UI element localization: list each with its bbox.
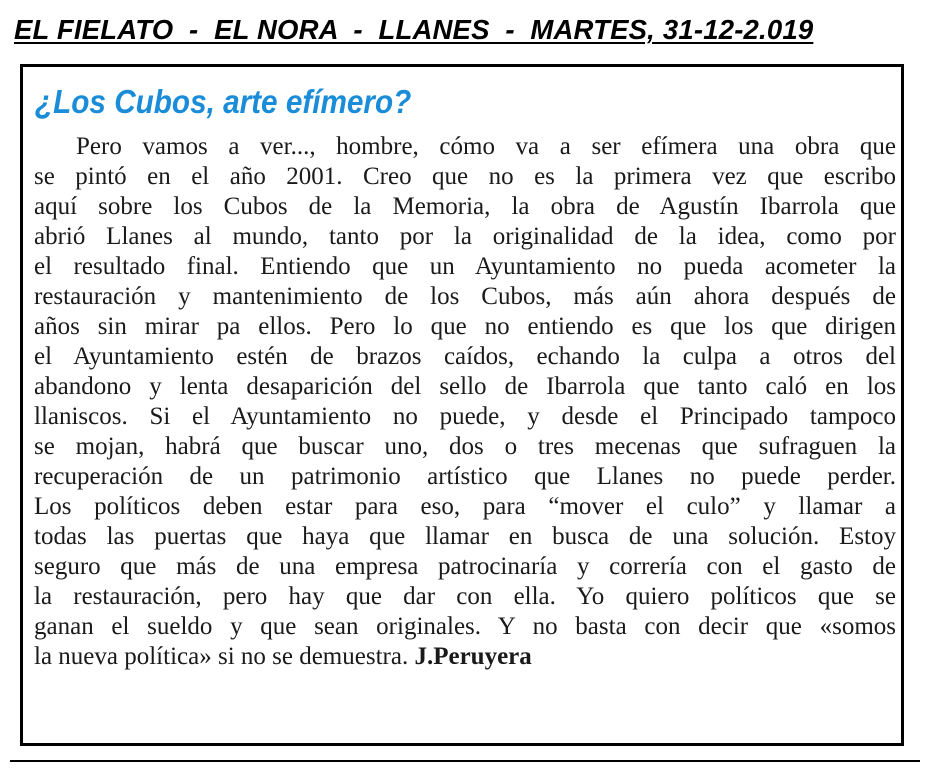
article-line: el Ayuntamiento estén de brazos caídos, echando la culpa a otros del — [34, 343, 896, 370]
article-title: ¿Los Cubos, arte efímero? — [35, 83, 412, 120]
article-line: seguro que más de una empresa patrocinaría y correría con el gasto de — [34, 553, 896, 580]
article-line: abandono y lenta desaparición del sello de Ibarrola que tanto caló en los — [34, 373, 896, 400]
article-line: el resultado final. Entiendo que un Ayuntamiento no pueda acometer la — [34, 253, 896, 280]
article-line: aquí sobre los Cubos de la Memoria, la obra de Agustín Ibarrola que — [34, 193, 896, 220]
article-line: se mojan, habrá que buscar uno, dos o tres mecenas que sufraguen la — [34, 433, 896, 460]
article-line: Los políticos deben estar para eso, para “mover el culo” y llamar a — [34, 493, 896, 520]
article-line: llaniscos. Si el Ayuntamiento no puede, y desde el Principado tampoco — [34, 403, 896, 430]
article-line: la restauración, pero hay que dar con ella. Yo quiero políticos que se — [34, 583, 896, 610]
article-line: todas las puertas que haya que llamar en busca de una solución. Estoy — [34, 523, 896, 550]
article-last-line — [34, 642, 896, 672]
article-line: restauración y mantenimiento de los Cubos, más aún ahora después de — [34, 283, 896, 310]
article-line: recuperación de un patrimonio artístico que Llanes no puede perder. — [34, 463, 896, 490]
article-signature: J.Peruyera — [414, 643, 532, 670]
newspaper-header: EL FIELATO - EL NORA - LLANES - MARTES, 31-12-2.019 — [14, 14, 814, 45]
article-line: ganan el sueldo y que sean originales. Y no basta con decir que «somos — [34, 613, 896, 640]
article-last-line-text: la nueva política» si no se demuestra. — [34, 643, 415, 670]
article-line: Pero vamos a ver..., hombre, cómo va a ser efímera una obra que — [76, 133, 896, 160]
article-line: abrió Llanes al mundo, tanto por la originalidad de la idea, como por — [34, 223, 896, 250]
article-line: años sin mirar pa ellos. Pero lo que no entiendo es que los que dirigen — [34, 313, 896, 340]
bottom-divider — [10, 760, 920, 762]
article-line: se pintó en el año 2001. Creo que no es la primera vez que escribo — [34, 163, 896, 190]
article-body — [34, 132, 896, 672]
